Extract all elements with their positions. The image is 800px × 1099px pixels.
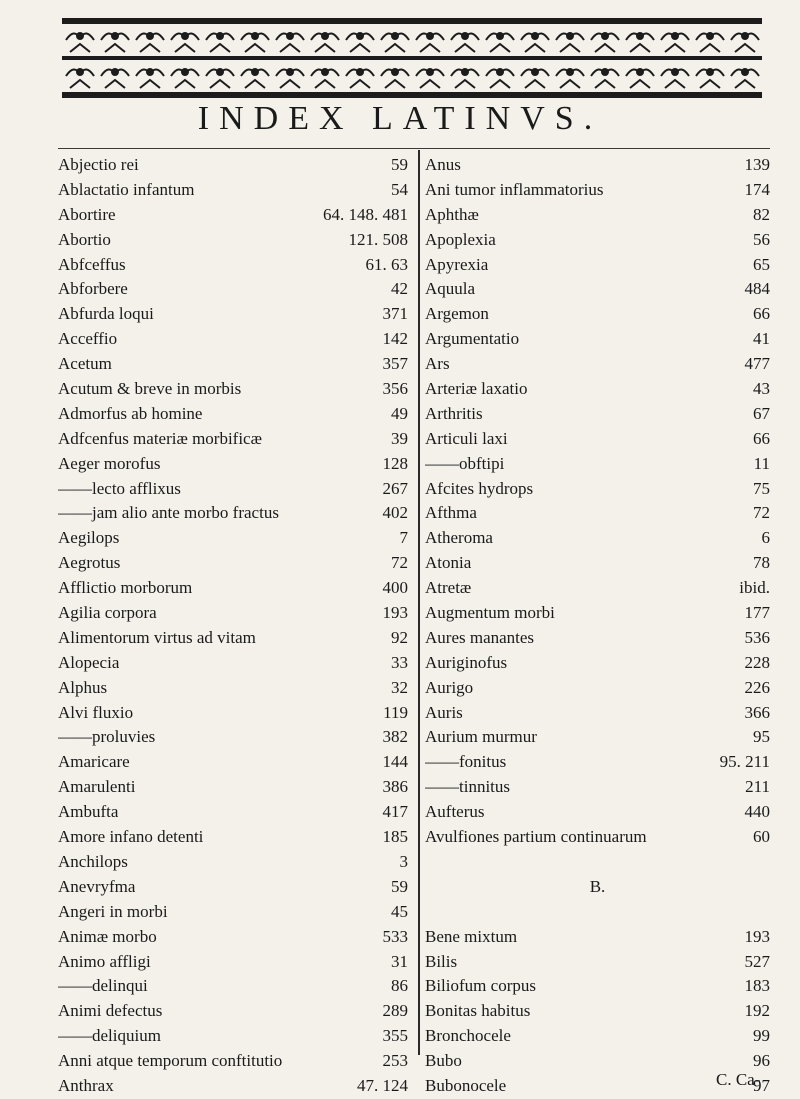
index-entry [58, 825, 408, 850]
index-entry [58, 601, 408, 626]
entry-page: 527 [744, 951, 770, 971]
index-entry [58, 750, 408, 775]
entry-term: Adfcenfus materiæ morbificæ [58, 428, 262, 448]
index-entry [425, 452, 770, 477]
right-column [425, 153, 770, 1099]
entry-page: 144 [382, 752, 408, 772]
entry-page: 267 [382, 478, 408, 498]
entry-term: Anni atque temporum conftitutio [58, 1051, 283, 1071]
entry-page: 440 [744, 802, 770, 822]
index-entry [58, 1074, 408, 1099]
entry-term: Apyrexia [425, 254, 489, 274]
entry-term: Aeger morofus [58, 453, 161, 473]
entry-page: 400 [382, 578, 408, 598]
entry-page: 253 [382, 1051, 408, 1071]
index-entry [58, 925, 408, 950]
index-entry [58, 402, 408, 427]
index-entry [58, 228, 408, 253]
entry-term: Atonia [425, 553, 472, 573]
catchword: C. Ca- [716, 1070, 761, 1089]
entry-term: Bilis [425, 951, 458, 971]
entry-page: 72 [391, 553, 408, 573]
index-entry [58, 526, 408, 551]
entry-page: 357 [382, 354, 408, 374]
entry-page: 7 [399, 528, 408, 548]
entry-page: ibid. [739, 578, 770, 598]
entry-page: 97 [753, 1075, 770, 1095]
index-entry [58, 950, 408, 975]
index-entry [425, 701, 770, 726]
left-column [58, 153, 408, 1099]
entry-term: Argumentatio [425, 329, 520, 349]
index-entry [425, 651, 770, 676]
entry-term: Aegilops [58, 528, 120, 548]
entry-term: —— fonitus [425, 750, 506, 775]
entry-page: 78 [753, 553, 770, 573]
entry-term: Atheroma [425, 528, 493, 548]
entry-term: Abortire [58, 204, 116, 224]
entry-page: 99 [753, 1026, 770, 1046]
entry-page: 183 [744, 976, 770, 996]
entry-term: Apoplexia [425, 229, 496, 249]
entry-page: 121. 508 [348, 229, 408, 249]
entry-page: 64. 148. 481 [323, 204, 408, 224]
index-entry [58, 253, 408, 278]
index-entry [58, 178, 408, 203]
entry-term: Arthritis [425, 403, 483, 423]
entry-page: 289 [382, 1001, 408, 1021]
index-entry [425, 800, 770, 825]
entry-term: Aquula [425, 279, 476, 299]
index-entry [425, 999, 770, 1024]
index-entry [58, 427, 408, 452]
index-entry [58, 875, 408, 900]
entry-page: 477 [744, 354, 770, 374]
entry-page: 382 [382, 727, 408, 747]
entry-page: 228 [744, 652, 770, 672]
entry-page: 139 [744, 155, 770, 174]
index-entry [425, 750, 770, 775]
entry-page: 192 [744, 1001, 770, 1021]
entry-page: 371 [382, 304, 408, 324]
index-entry [425, 402, 770, 427]
entry-term: —— obftipi [425, 452, 504, 477]
entry-page: 66 [753, 304, 770, 324]
entry-page: 96 [753, 1051, 770, 1071]
entry-term: —— deliquium [58, 1024, 161, 1049]
entry-term: Aufterus [425, 802, 485, 822]
entry-page: 226 [744, 677, 770, 697]
entry-term: Aegrotus [58, 553, 121, 573]
index-entry [58, 999, 408, 1024]
entry-page: 193 [382, 603, 408, 623]
index-entry [425, 1024, 770, 1049]
entry-term: Bene mixtum [425, 926, 518, 946]
entry-term: Aurium murmur [425, 727, 537, 747]
entry-term: Ani tumor inflammatorius [425, 179, 604, 199]
entry-term: Aurigo [425, 677, 474, 697]
index-entry [58, 302, 408, 327]
entry-term: Abortio [58, 229, 111, 249]
index-entry [425, 950, 770, 975]
index-entry [425, 974, 770, 999]
entry-term: Anchilops [58, 851, 128, 871]
index-entry [58, 974, 408, 999]
entry-term: Bonitas habitus [425, 1001, 531, 1021]
entry-page: 39 [391, 428, 408, 448]
entry-term: Abforbere [58, 279, 128, 299]
index-entry [425, 253, 770, 278]
index-entry [58, 501, 408, 526]
index-entry [425, 327, 770, 352]
entry-term: —— jam alio ante morbo fractus [58, 501, 279, 526]
entry-page: 67 [753, 403, 770, 423]
entry-term: Anthrax [58, 1075, 114, 1095]
entry-term: Arteriæ laxatio [425, 379, 528, 399]
entry-term: Auris [425, 702, 463, 722]
entry-page: 533 [382, 926, 408, 946]
index-entry [58, 352, 408, 377]
index-entry [425, 676, 770, 701]
index-entry [425, 825, 770, 850]
entry-page: 128 [382, 453, 408, 473]
entry-term: Alvi fluxio [58, 702, 134, 722]
title-rule [58, 148, 770, 149]
entry-page: 402 [382, 503, 408, 523]
index-entry [58, 452, 408, 477]
index-entry [58, 477, 408, 502]
entry-term: Alphus [58, 677, 108, 697]
entry-term: Afcites hydrops [425, 478, 534, 498]
entry-page: 95 [753, 727, 770, 747]
entry-term: —— proluvies [58, 725, 155, 750]
entry-term: Afflictio morborum [58, 578, 193, 598]
entry-page: 49 [391, 403, 408, 423]
index-entry [425, 526, 770, 551]
entry-page: 65 [753, 254, 770, 274]
index-entry [58, 1049, 408, 1074]
index-entry [425, 925, 770, 950]
entry-page: 177 [744, 603, 770, 623]
entry-page: 185 [382, 827, 408, 847]
index-entry [58, 850, 408, 875]
entry-page: 211 [745, 777, 770, 797]
entry-page: 47. 124 [357, 1075, 408, 1095]
entry-term: Afthma [425, 503, 477, 523]
entry-term: Animæ morbo [58, 926, 157, 946]
entry-page: 32 [391, 677, 408, 697]
index-entry [58, 576, 408, 601]
entry-page: 356 [382, 379, 408, 399]
entry-page: 92 [391, 627, 408, 647]
entry-term: Amarulenti [58, 777, 136, 797]
entry-page: 11 [753, 453, 770, 473]
entry-term: Ambufta [58, 802, 119, 822]
entry-page: 417 [382, 802, 408, 822]
entry-page: 193 [744, 926, 770, 946]
index-entry [58, 651, 408, 676]
entry-term: Abfurda loqui [58, 304, 154, 324]
index-entry [425, 501, 770, 526]
entry-page: 72 [753, 503, 770, 523]
entry-term: Alopecia [58, 652, 120, 672]
index-entry [425, 203, 770, 228]
entry-term: Argemon [425, 304, 489, 324]
entry-page: 60 [753, 827, 770, 847]
index-entry [58, 327, 408, 352]
index-entry [58, 551, 408, 576]
entry-term: Anevryfma [58, 876, 136, 896]
index-entry [58, 701, 408, 726]
index-entry [425, 576, 770, 601]
entry-term: Angeri in morbi [58, 901, 168, 921]
entry-term: Bubonocele [425, 1075, 507, 1095]
entry-term: Auriginofus [425, 652, 508, 672]
index-entry [425, 153, 770, 178]
entry-term: Ablactatio infantum [58, 179, 195, 199]
entry-term: Acetum [58, 354, 112, 374]
entry-page: 82 [753, 204, 770, 224]
entry-term: Bubo [425, 1051, 462, 1071]
entry-term: Biliofum corpus [425, 976, 536, 996]
section-heading-b: B. [589, 876, 606, 896]
index-entry [58, 1024, 408, 1049]
entry-page: 45 [391, 901, 408, 921]
entry-page: 174 [744, 179, 770, 199]
entry-page: 61. 63 [365, 254, 408, 274]
entry-term: Animo affligi [58, 951, 151, 971]
index-entry [425, 551, 770, 576]
index-entry [425, 626, 770, 651]
index-entry [425, 178, 770, 203]
entry-term: Acceffio [58, 329, 118, 349]
entry-term: Articuli laxi [425, 428, 508, 448]
index-entry [425, 427, 770, 452]
index-entry [58, 900, 408, 925]
entry-term: Anus [425, 155, 461, 174]
index-entry [425, 228, 770, 253]
index-entry [425, 725, 770, 750]
index-entry [425, 377, 770, 402]
entry-page: 66 [753, 428, 770, 448]
page-title: INDEX LATINVS. [197, 100, 603, 137]
entry-page: 95. 211 [719, 752, 770, 772]
index-entry [58, 153, 408, 178]
entry-term: Abjectio rei [58, 155, 139, 174]
entry-page: 54 [391, 179, 408, 199]
entry-page: 386 [382, 777, 408, 797]
entry-term: Animi defectus [58, 1001, 163, 1021]
entry-page: 355 [382, 1026, 408, 1046]
entry-term: —— tinnitus [425, 775, 510, 800]
entry-page: 31 [391, 951, 408, 971]
entry-term: Alimentorum virtus ad vitam [58, 627, 256, 647]
entry-term: Bronchocele [425, 1026, 511, 1046]
index-entry [425, 477, 770, 502]
entries-a [425, 153, 770, 850]
ornament-band [62, 18, 762, 98]
entry-page: 119 [383, 702, 408, 722]
entry-term: —— lecto afflixus [58, 477, 181, 502]
index-entry [58, 725, 408, 750]
index-entry [425, 302, 770, 327]
entry-page: 43 [753, 379, 770, 399]
entry-term: Agilia corpora [58, 603, 157, 623]
entry-term: —— delinqui [58, 974, 148, 999]
entry-page: 3 [399, 851, 408, 871]
entry-term: Abfceffus [58, 254, 126, 274]
entry-term: Amaricare [58, 752, 130, 772]
index-entry [58, 626, 408, 651]
entry-page: 41 [753, 329, 770, 349]
index-entry [58, 676, 408, 701]
entry-term: Ars [425, 354, 450, 374]
index-entry [425, 775, 770, 800]
entry-page: 59 [391, 155, 408, 174]
entry-page: 75 [753, 478, 770, 498]
column-divider [418, 150, 420, 1055]
entry-term: Avulfiones partium continuarum [425, 827, 647, 847]
entry-page: 42 [391, 279, 408, 299]
entry-page: 33 [391, 652, 408, 672]
index-entry [425, 352, 770, 377]
entry-page: 56 [753, 229, 770, 249]
entry-term: Aphthæ [425, 204, 479, 224]
entry-term: Amore infano detenti [58, 827, 204, 847]
index-entry [425, 277, 770, 302]
entry-term: Atretæ [425, 578, 472, 598]
entry-page: 86 [391, 976, 408, 996]
entry-page: 366 [744, 702, 770, 722]
index-entry [58, 377, 408, 402]
index-entry [58, 277, 408, 302]
entry-page: 6 [761, 528, 770, 548]
entry-page: 484 [744, 279, 770, 299]
entry-page: 142 [382, 329, 408, 349]
entry-page: 59 [391, 876, 408, 896]
entry-term: Aures manantes [425, 627, 535, 647]
entry-page: 536 [744, 627, 770, 647]
index-entry [425, 601, 770, 626]
index-entry [58, 800, 408, 825]
entry-term: Admorfus ab homine [58, 403, 203, 423]
index-entry [58, 775, 408, 800]
entry-term: Acutum & breve in morbis [58, 379, 242, 399]
index-entry [58, 203, 408, 228]
entry-term: Augmentum morbi [425, 603, 555, 623]
